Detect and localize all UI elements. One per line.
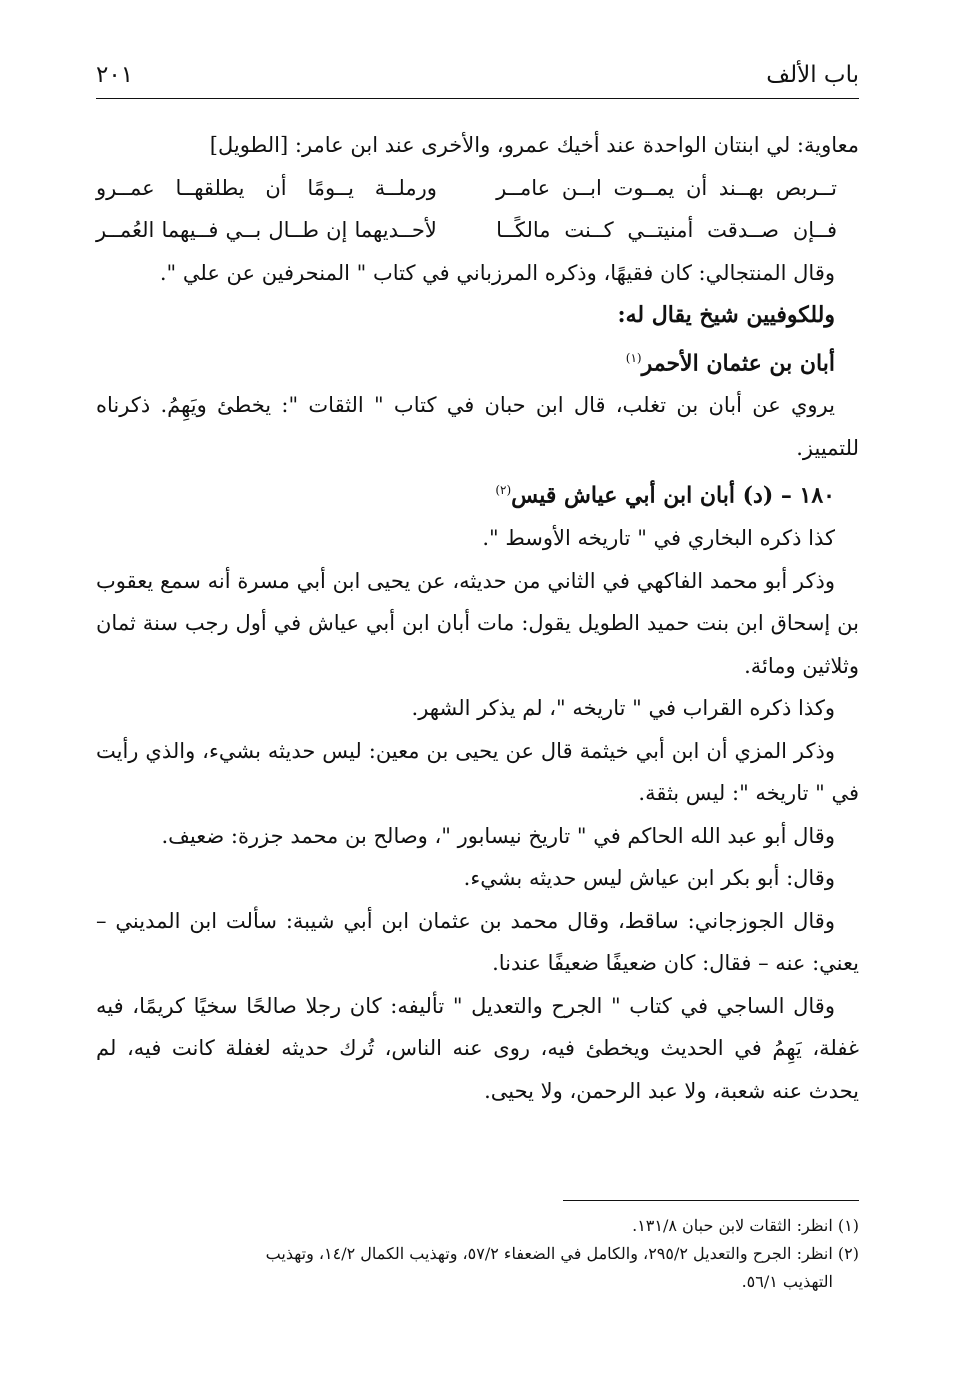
paragraph-intro: معاوية: لي ابنتان الواحدة عند أخيك عمرو، والأخرى عند ابن عامر: [الطويل]	[209, 133, 859, 157]
footnote-divider	[563, 1200, 859, 1201]
footnote-2: (٢) انظر: الجرح والتعديل ٢٩٥/٢، والكامل في الضعفاء ٥٧/٢، وتهذيب الكمال ١٤/٢، وتهذيب	[265, 1244, 859, 1263]
footnotes	[96, 1212, 859, 1296]
footnote-ref: (١)	[625, 350, 642, 365]
person-name-heading	[96, 337, 859, 385]
verse-second-hemistich: ورملــة يــومًا أن يطلقهــا عمــرو	[96, 175, 437, 200]
paragraph: وذكر أبو محمد الفاكهي في الثاني من حديثه، عن يحيى ابن أبي مسرة أنه سمع يعقوب بن إسحاق ابن بنت حميد الطويل يقول: مات أبان ابن أبي عياش في أول رجب سنة ثمان وثلاثين ومائة.	[96, 568, 859, 678]
verse-first-hemistich: تــربص بهــند أن يمــوت ابــن عامــر	[496, 175, 837, 200]
paragraph: وقال أبو عبد الله الحاكم في " تاريخ نيسابور "، وصالح بن محمد جزرة: ضعيف.	[161, 823, 835, 848]
verse-second-hemistich: لأحــديهما إن طــال بــي فــيهما العُمــر	[96, 218, 437, 242]
verse-first-hemistich: فــإن صــدقت أمنيتــي كــنت مالكًــا	[496, 218, 837, 242]
paragraph: وقال الجوزجاني: ساقط، وقال محمد بن عثمان ابن أبي شيبة: سألت ابن المديني – يعني: عنه – فقال: كان ضعيفًا ضعيفًا عندنا.	[96, 908, 859, 976]
main-text	[96, 124, 859, 1112]
entry-title: ١٨٠ – (د) أبان ابن أبي عياش قيس	[511, 482, 835, 509]
person-name: أبان بن عثمان الأحمر	[641, 349, 835, 376]
verse-line	[96, 167, 859, 210]
paragraph: وقال الساجي في كتاب " الجرح والتعديل " تأليفه: كان رجلا صالحًا سخيًا كريمًا، فيه غفلة، يَهِمُ في الحديث ويخطئ فيه، روى عنه الناس، تُرك حديثه لغفلة كانت فيه، لم يحدث عنه شعبة، ولا عبد الرحمن، ولا يحيى.	[96, 993, 859, 1103]
paragraph: وقال المنتجالي: كان فقيهًا، وذكره المرزباني في كتاب " المنحرفين عن علي ".	[159, 260, 835, 285]
running-header	[96, 58, 859, 99]
paragraph: وذكر المزي أن ابن أبي خيثمة قال عن يحيى بن معين: ليس حديثه بشيء، والذي رأيت في " تاريخه ": ليس بثقة.	[96, 738, 859, 806]
paragraph: كذا ذكره البخاري في " تاريخه الأوسط ".	[482, 526, 835, 551]
page-number: ٢٠١	[96, 62, 134, 88]
verse-line	[96, 209, 859, 252]
paragraph: يروي عن أبان بن تغلب، قال ابن حبان في كتاب " الثقات ": يخطئ ويَهِمُ. ذكرناه للتمييز.	[96, 393, 859, 460]
footnote-1: (١) انظر: الثقات لابن حبان ١٣١/٨.	[632, 1216, 859, 1235]
paragraph: وقال: أبو بكر ابن عياش ليس حديثه بشيء.	[463, 866, 835, 891]
paragraph: وكذا ذكره القراب في " تاريخه "، لم يذكر الشهر.	[411, 696, 835, 721]
footnote-2-continuation: التهذيب ٥٦/١.	[741, 1272, 833, 1291]
chapter-title: باب الألف	[766, 62, 859, 88]
footnote-ref: (٢)	[495, 483, 512, 498]
entry-heading	[96, 469, 859, 517]
subheading: وللكوفيين شيخ يقال له:	[617, 302, 835, 328]
